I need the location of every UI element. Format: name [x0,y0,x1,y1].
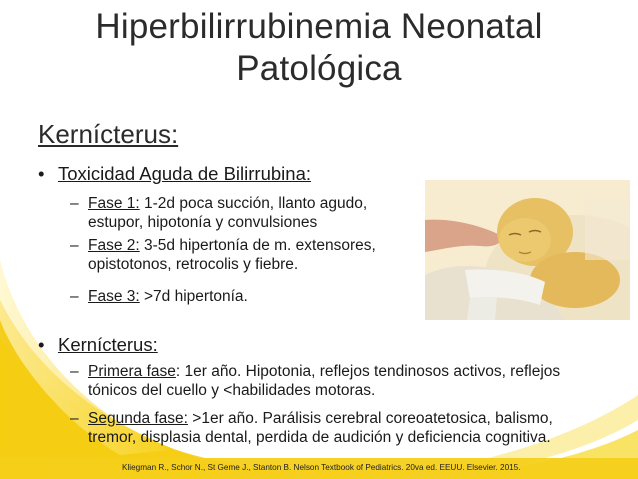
phase-2-label: Fase 2: [88,237,140,254]
kernicterus-heading: Kernícterus: [58,334,158,355]
first-phase-text: : 1er año. Hipotonia, reflejos tendinosos activos, reflejos [175,363,561,380]
second-phase-label: Segunda fase: [88,410,188,427]
dash-marker: – [70,363,79,380]
toxicity-heading: Toxicidad Aguda de Bilirrubina: [58,163,311,184]
phase-3-text: >7d hipertonía. [139,288,248,305]
bullet-kernicterus [38,334,158,356]
phase-3-label: Fase 3: [88,288,140,305]
phase-1-label: Fase 1: [88,195,140,212]
phase-1-item [70,194,418,232]
dash-marker: – [70,288,79,305]
first-phase-label: Primera fase [88,363,176,380]
citation-reference: Kliegman R., Schor N., St Geme J., Stanton B. Nelson Textbook of Pediatrics. 20va ed. EEUU. Elsevier. 2015. [122,463,521,472]
phase-3-item [70,287,418,306]
bullet-marker: • [38,334,45,355]
phase-1-text-2: estupor, hipotonía y convulsiones [88,214,318,231]
second-phase-text: >1er año. Parálisis cerebral coreoatetosica, balismo, [187,410,553,427]
first-phase-item [70,362,633,400]
dash-marker: – [70,237,79,254]
bullet-marker: • [38,163,45,184]
slide-title [0,6,638,90]
phase-2-text-2: opistotonos, retrocolis y fiebre. [88,256,299,273]
jaundiced-newborn-photo [425,180,630,320]
second-phase-text-2: tremor, displasia dental, perdida de audición y deficiencia cognitiva. [88,429,551,446]
dash-marker: – [70,195,79,212]
phase-1-text: 1-2d poca succión, llanto agudo, [139,195,368,212]
dash-marker: – [70,410,79,427]
second-phase-item [70,409,633,447]
section-heading: Kernícterus: [38,119,179,149]
title-line-1: Hiperbilirrubinemia Neonatal [95,7,543,46]
first-phase-text-2: tónicos del cuello y <habilidades motoras. [88,382,376,399]
bullet-toxicity [38,163,311,185]
phase-2-text: 3-5d hipertonía de m. extensores, [139,237,376,254]
phase-2-item [70,236,428,274]
title-line-2: Patológica [236,49,402,88]
